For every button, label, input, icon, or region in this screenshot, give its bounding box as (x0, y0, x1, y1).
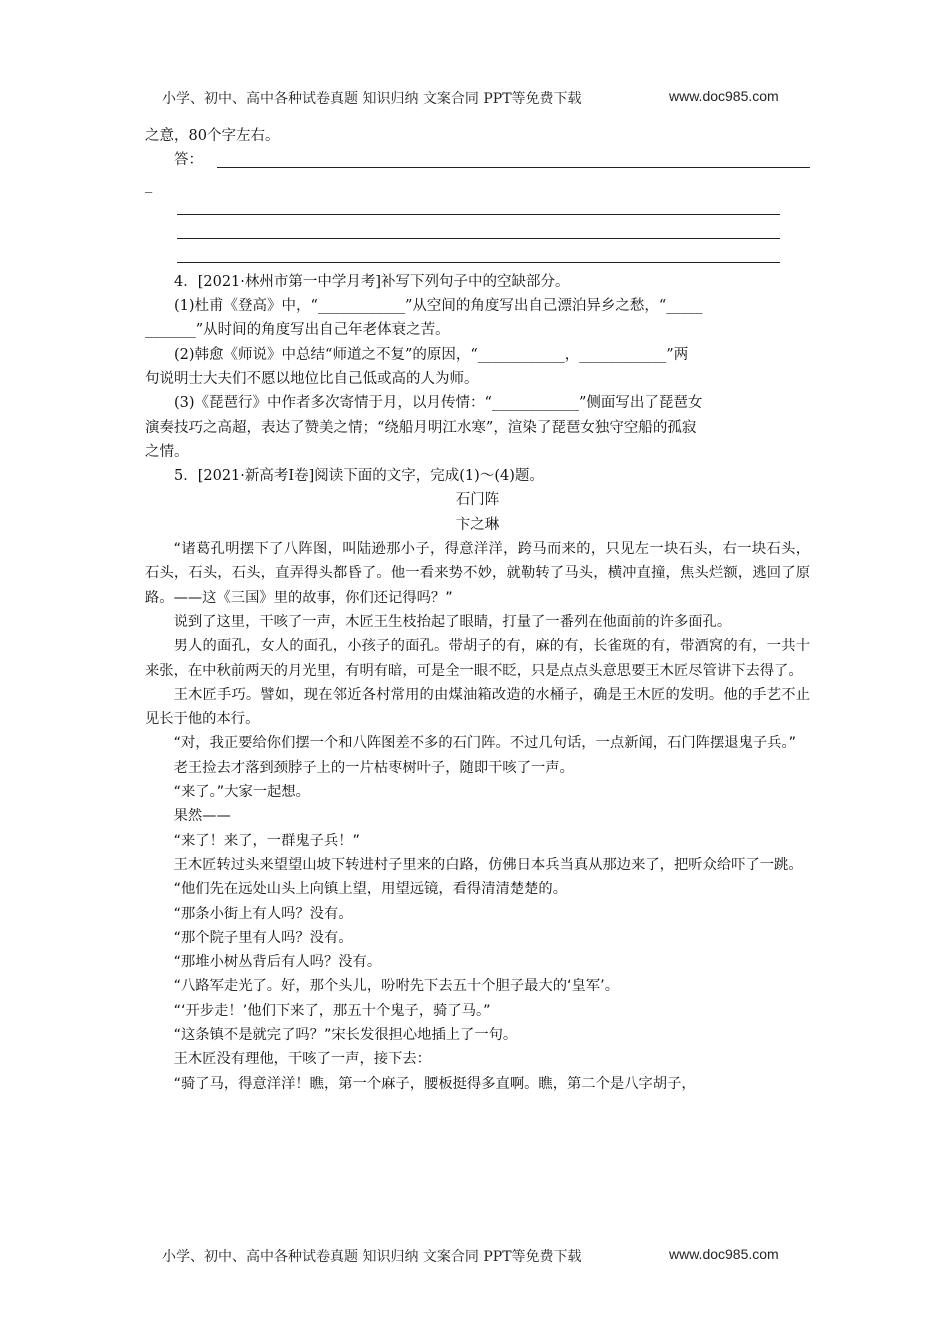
story-paragraph: “骑了马，得意洋洋！瞧，第一个麻子，腰板挺得多直啊。瞧，第二个是八字胡子， (173, 1075, 696, 1092)
q5-stem: 5．[2021·新高考Ⅰ卷]阅读下面的文字，完成(1)～(4)题。 (174, 468, 544, 485)
story-paragraph: “那个院子里有人吗？没有。 (173, 929, 353, 946)
story-paragraph: “这条镇不是就完了吗？”宋长发很担心地插上了一句。 (173, 1026, 518, 1043)
q4-part2-cont: 句说明士大夫们不愿以地位比自己低或高的人为师。 (145, 370, 479, 387)
dash-mark: _ (145, 176, 153, 193)
story-paragraph: 王木匠手巧。譬如，现在邻近各村常用的由煤油箱改造的水桶子，确是王木匠的发明。他的手艺不止见长于他的本行。 (145, 686, 810, 728)
story-paragraph: “来了！来了，一群鬼子兵！” (173, 832, 360, 849)
page-header (162, 88, 802, 108)
page-footer (162, 1246, 802, 1266)
story-paragraph: “那条小街上有人吗？没有。 (173, 905, 353, 922)
story-paragraph: “来了。”大家一起想。 (173, 784, 310, 801)
answer-blank-line-3[interactable] (145, 245, 810, 269)
header-text: 小学、初中、高中各种试卷真题 知识归纳 文案合同 PPT等免费下载 (162, 91, 582, 107)
answer-label: 答： (174, 152, 203, 169)
q4-part3-end: 之情。 (145, 443, 189, 460)
dash-row (145, 173, 810, 197)
story-paragraph: “诸葛孔明摆下了八阵图，叫陆逊那小子，得意洋洋，跨马而来的，只见左一块石头，右一块石头，石头，石头，石头，直弄得头都昏了。他一看来势不妙，就勒转了马头，横冲直撞，焦头烂额，逃回了原路。——这《三国》里的故事，你们还记得吗？” (145, 541, 810, 606)
q4-stem: 4．[2021·林州市第一中学月考]补写下列句子中的空缺部分。 (174, 273, 570, 290)
intro-tail: 之意，80个字左右。 (145, 128, 280, 144)
story-paragraph: “‘开步走！’他们下来了，那五十个鬼子，骑了马。” (173, 1002, 491, 1019)
q4-part2: (2)韩愈《师说》中总结“师道之不复”的原因，“____________，____________”两 (174, 346, 689, 363)
story-paragraph: 男人的面孔，女人的面孔，小孩子的面孔。带胡子的有，麻的有，长雀斑的有，带酒窝的有，一共十来张，在中秋前两天的月光里，有明有暗，可是全一眼不眨，只是点点头意思要王木匠尽管讲下去得了。 (145, 638, 810, 679)
story-paragraph: “那堆小树丛背后有人吗？没有。 (173, 954, 382, 971)
answer-row (145, 148, 810, 172)
story-paragraph: 说到了这里，干咳了一声，木匠王生枝抬起了眼睛，打量了一番列在他面前的许多面孔。 (173, 613, 732, 630)
story-paragraph: 老王捡去才落到颈脖子上的一片枯枣树叶子，随即干咳了一声。 (173, 759, 574, 776)
story-paragraph: 王木匠转过头来望望山坡下转进村子里来的白路，仿佛日本兵当真从那边来了，把听众给吓了一跳。 (173, 856, 803, 873)
answer-line[interactable] (217, 167, 810, 168)
q4-part3: (3)《琵琶行》中作者多次寄情于月，以月传情：“____________”侧面写出了琵琶女 (174, 395, 703, 412)
story-paragraph: 王木匠没有理他，干咳了一声，接下去： (173, 1051, 431, 1068)
answer-blank-line-1[interactable] (145, 197, 810, 221)
page-content (145, 124, 810, 1096)
footer-site[interactable]: www.doc985.com (669, 1246, 779, 1262)
q4-part1: (1)杜甫《登高》中，“____________”从空间的角度写出自己漂泊异乡之愁，“_____ (174, 298, 703, 315)
footer-text: 小学、初中、高中各种试卷真题 知识归纳 文案合同 PPT等免费下载 (162, 1249, 582, 1265)
q4-part3-cont: 演奏技巧之高超，表达了赞美之情；“绕船月明江水寒”，渲染了琵琶女独守空船的孤寂 (145, 419, 697, 436)
story-paragraph: “八路军走光了。好，那个头儿，吩咐先下去五十个胆子最大的‘皇军’。 (173, 978, 619, 995)
story-paragraph: “对，我正要给你们摆一个和八阵图差不多的石门阵。不过几句话，一点新闻，石门阵摆退鬼子兵。” (173, 735, 797, 752)
q4-part1-cont: _______”从时间的角度写出自己年老体衰之苦。 (145, 322, 450, 339)
header-site[interactable]: www.doc985.com (669, 88, 779, 104)
story-body (145, 537, 810, 1096)
story-paragraph: “他们先在远处山头上向镇上望，用望远镜，看得清清楚楚的。 (173, 881, 568, 898)
story-paragraph: 果然—— (173, 808, 231, 825)
answer-blank-line-2[interactable] (145, 221, 810, 245)
story-title: 石门阵 (455, 492, 500, 509)
story-author: 卞之琳 (455, 516, 500, 533)
